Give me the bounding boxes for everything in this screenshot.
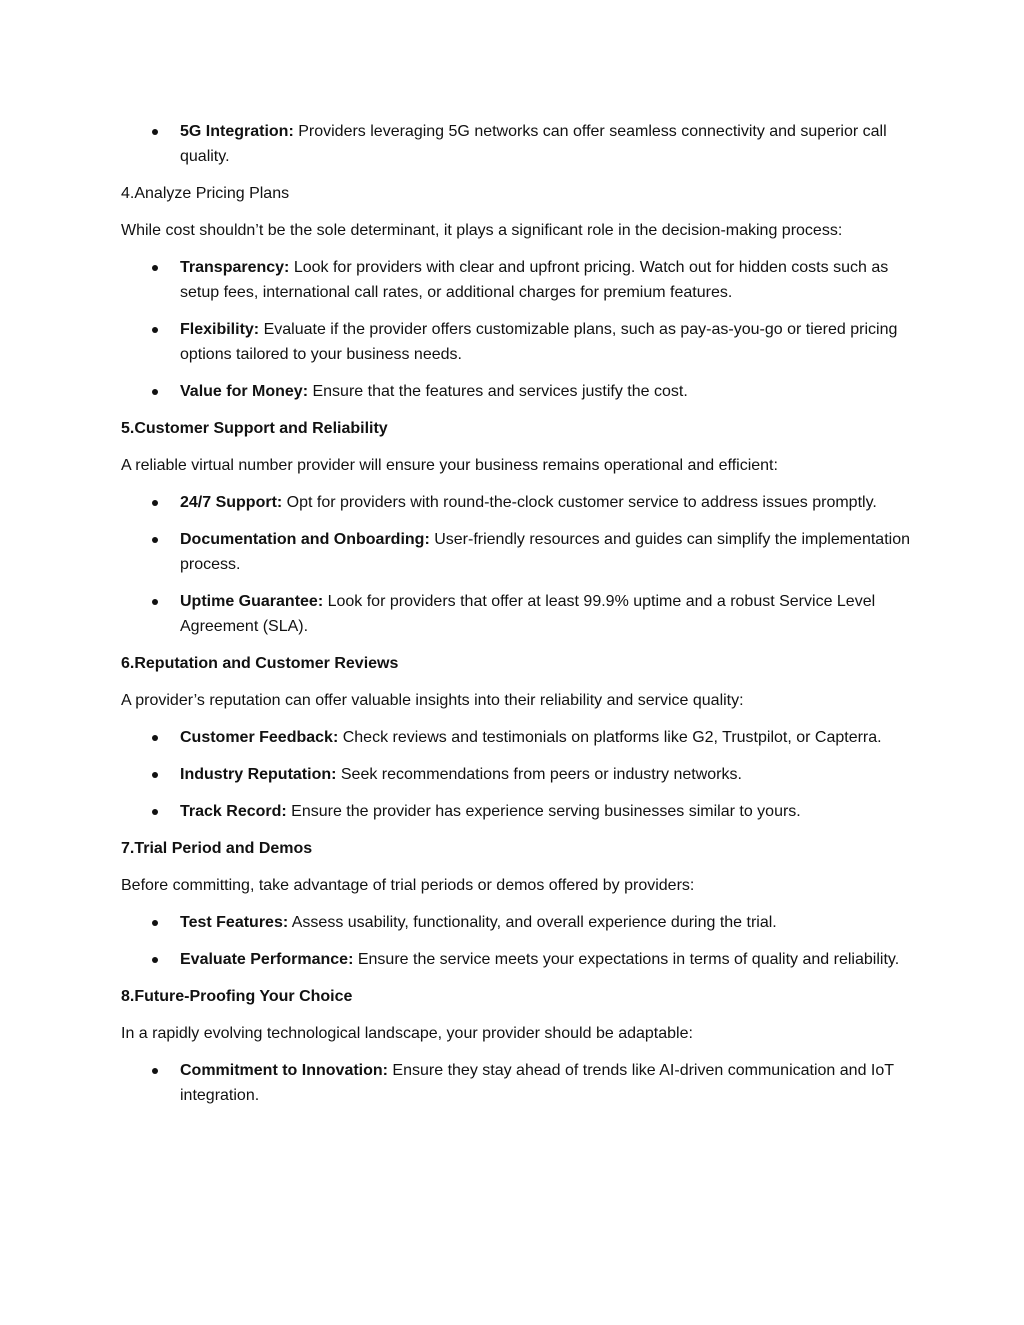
bullet-term: Uptime Guarantee: [180,593,324,610]
bullet-text: Assess usability, functionality, and overall experience during the trial. [288,914,777,931]
list-item [121,799,911,824]
bullet-icon [152,957,158,963]
bullet-text: Evaluate if the provider offers customizable plans, such as pay-as-you-go or tiered pricing options tailored to your business needs. [180,321,898,363]
section-heading: 6.Reputation and Customer Reviews [121,655,399,672]
bullet-term: Test Features: [180,914,289,931]
bullet-text: User-friendly resources and guides can simplify the implementation process. [180,531,910,573]
bullet-icon [152,599,158,605]
bullet-text: Check reviews and testimonials on platforms like G2, Trustpilot, or Capterra. [338,729,882,746]
bullet-icon [152,389,158,395]
list-item [121,947,911,972]
bullet-text: Ensure the service meets your expectations in terms of quality and reliability. [353,951,900,968]
bullet-text: Seek recommendations from peers or industry networks. [336,766,742,783]
bullet-text: Ensure the provider has experience serving businesses similar to yours. [286,803,801,820]
bullet-text: Ensure they stay ahead of trends like AI-driven communication and IoT integration. [180,1062,894,1104]
bullet-text: Look for providers that offer at least 99.9% uptime and a robust Service Level Agreement (SLA). [180,593,876,635]
list-item [121,119,911,169]
bullet-list [121,910,911,972]
list-item [121,725,911,750]
bullet-text: Opt for providers with round-the-clock customer service to address issues promptly. [282,494,877,511]
bullet-term: 24/7 Support: [180,494,283,511]
section-heading: 4.Analyze Pricing Plans [121,185,290,202]
section-intro: A reliable virtual number provider will ensure your business remains operational and efficient: [121,457,778,474]
bullet-icon [152,1068,158,1074]
bullet-term: Documentation and Onboarding: [180,531,430,548]
list-item [121,1058,911,1108]
bullet-term: Flexibility: [180,321,260,338]
section-intro: Before committing, take advantage of trial periods or demos offered by providers: [121,877,695,894]
bullet-list [121,725,911,824]
section-heading: 5.Customer Support and Reliability [121,420,388,437]
bullet-icon [152,129,158,135]
list-item [121,762,911,787]
list-item [121,379,911,404]
bullet-term: Transparency: [180,259,290,276]
section-intro: A provider’s reputation can offer valuable insights into their reliability and service quality: [121,692,744,709]
list-item [121,255,911,305]
bullet-icon [152,537,158,543]
bullet-term: Track Record: [180,803,287,820]
bullet-term: Evaluate Performance: [180,951,354,968]
bullet-list [121,1058,911,1108]
bullet-term: 5G Integration: [180,123,294,140]
bullet-icon [152,327,158,333]
list-item [121,490,911,515]
section-heading: 8.Future-Proofing Your Choice [121,988,353,1005]
list-item [121,527,911,577]
bullet-icon [152,500,158,506]
intro-bullet-list [121,119,911,169]
bullet-term: Value for Money: [180,383,309,400]
bullet-term: Industry Reputation: [180,766,337,783]
bullet-term: Commitment to Innovation: [180,1062,388,1079]
bullet-text: Look for providers with clear and upfront pricing. Watch out for hidden costs such as setup fees, international call rates, or additional charges for premium features. [180,259,889,301]
section-intro: While cost shouldn’t be the sole determinant, it plays a significant role in the decision-making process: [121,222,843,239]
bullet-text: Providers leveraging 5G networks can offer seamless connectivity and superior call quality. [180,123,887,165]
bullet-icon [152,920,158,926]
bullet-icon [152,809,158,815]
bullet-icon [152,772,158,778]
bullet-list [121,255,911,404]
bullet-icon [152,265,158,271]
bullet-term: Customer Feedback: [180,729,339,746]
bullet-icon [152,735,158,741]
document-page [121,119,911,1120]
bullet-list [121,490,911,639]
section-heading: 7.Trial Period and Demos [121,840,313,857]
list-item [121,589,911,639]
list-item [121,317,911,367]
bullet-text: Ensure that the features and services justify the cost. [308,383,688,400]
list-item [121,910,911,935]
section-intro: In a rapidly evolving technological landscape, your provider should be adaptable: [121,1025,693,1042]
